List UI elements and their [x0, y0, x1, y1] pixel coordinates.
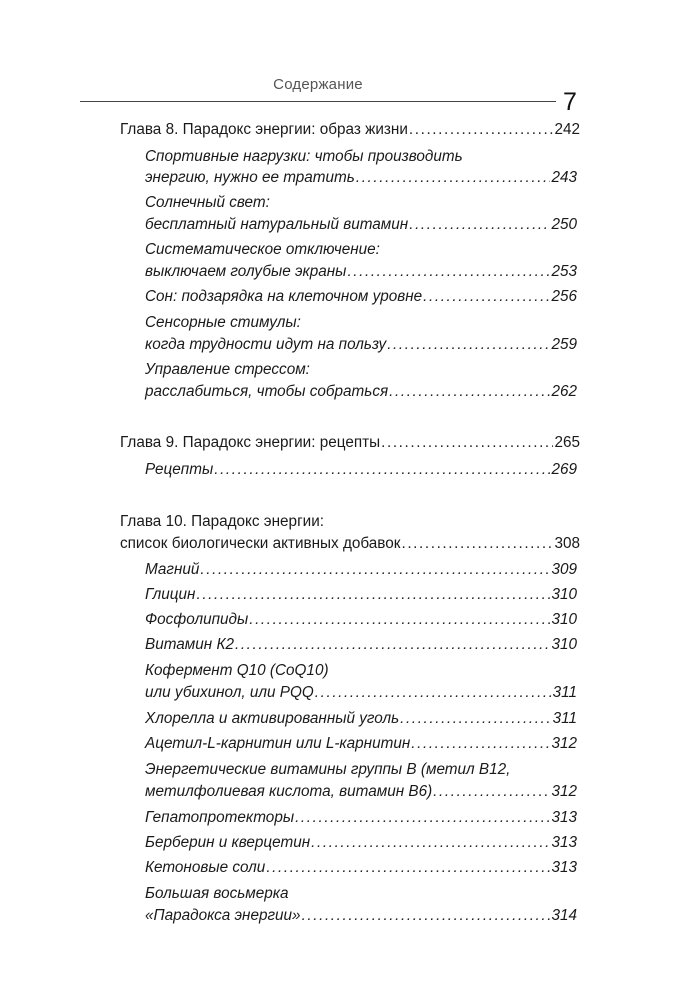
toc-entry-line: Большая восьмерка — [145, 885, 289, 902]
dot-leader — [235, 635, 550, 655]
toc-entry-title: Ацетил-L-карнитин или L-карнитин — [145, 735, 411, 752]
toc-chapter-title: Глава 8. Парадокс энергии: образ жизни — [120, 121, 408, 138]
toc-entry-title: Хлорелла и активированный уголь — [145, 710, 400, 727]
toc-page-number: 311 — [552, 684, 577, 701]
toc-entry-title: Кетоновые соли — [145, 859, 266, 876]
dot-leader — [411, 734, 550, 754]
toc-entry-title: Сон: подзарядка на клеточном уровне — [145, 288, 423, 305]
dot-leader — [266, 858, 550, 878]
toc-entry-title: Гепатопротекторы — [145, 809, 295, 826]
toc-entry-title: или убихинол, или PQQ — [145, 684, 314, 701]
toc-entry-line: Управление стрессом: — [145, 361, 310, 378]
toc-page-number: 313 — [551, 834, 577, 851]
toc-entry-title: Берберин и кверцетин — [145, 834, 311, 851]
dot-leader — [409, 120, 554, 140]
toc-page-number: 250 — [551, 216, 577, 233]
toc-entry-line: Солнечный свет: — [145, 194, 270, 211]
toc-entry[interactable] — [145, 808, 577, 828]
header-rule — [80, 101, 556, 102]
dot-leader — [295, 808, 550, 828]
dot-leader — [302, 906, 551, 926]
dot-leader — [315, 683, 552, 703]
toc-page-number: 312 — [551, 783, 577, 800]
toc-entry-title: выключаем голубые экраны — [145, 263, 347, 280]
toc-page-number: 262 — [551, 383, 577, 400]
toc-entry-title: Рецепты — [145, 461, 214, 478]
dot-leader — [409, 215, 550, 235]
toc-entry-title: Фосфолипиды — [145, 611, 249, 628]
toc-entry[interactable] — [145, 585, 577, 605]
toc-chapter-title: список биологически активных добавок — [120, 535, 401, 552]
toc-chapter-8[interactable] — [120, 120, 580, 140]
toc-entry[interactable] — [145, 734, 577, 754]
toc-entry[interactable] — [145, 683, 577, 703]
toc-entry-title: Витамин К2 — [145, 636, 234, 653]
toc-page-number: 256 — [551, 288, 577, 305]
toc-entry[interactable] — [145, 460, 577, 480]
toc-page-number: 309 — [551, 561, 577, 578]
toc-page-number: 310 — [551, 611, 577, 628]
toc-entry[interactable] — [145, 215, 577, 235]
toc-page-number: 310 — [551, 586, 577, 603]
toc-entry[interactable] — [145, 168, 577, 188]
toc-page-number: 313 — [551, 859, 577, 876]
toc-entry[interactable] — [145, 610, 577, 630]
toc-chapter-title-line: Глава 10. Парадокс энергии: — [120, 513, 324, 530]
toc-chapter-10[interactable] — [120, 534, 580, 554]
dot-leader — [433, 782, 550, 802]
toc-page-number: 265 — [554, 434, 580, 451]
toc-entry[interactable] — [145, 833, 577, 853]
dot-leader — [423, 287, 550, 307]
dot-leader — [401, 534, 553, 554]
toc-entry[interactable] — [145, 262, 577, 282]
dot-leader — [356, 168, 551, 188]
toc-entry[interactable] — [145, 858, 577, 878]
toc-entry-title: энергию, нужно ее тратить — [145, 169, 355, 186]
dot-leader — [400, 709, 551, 729]
page-number: 7 — [563, 88, 577, 116]
toc-page-number: 314 — [551, 907, 577, 924]
toc-entry[interactable] — [145, 382, 577, 402]
dot-leader — [381, 433, 553, 453]
toc-entry-title: Глицин — [145, 586, 196, 603]
dot-leader — [347, 262, 550, 282]
toc-page-number: 269 — [551, 461, 577, 478]
toc-entry[interactable] — [145, 709, 577, 729]
toc-entry-line: Спортивные нагрузки: чтобы производить — [145, 148, 463, 165]
dot-leader — [389, 382, 550, 402]
toc-entry-title: расслабиться, чтобы собраться — [145, 383, 389, 400]
dot-leader — [387, 335, 550, 355]
toc-page-number: 311 — [552, 710, 577, 727]
dot-leader — [249, 610, 550, 630]
toc-entry-title: «Парадокса энергии» — [145, 907, 301, 924]
toc-entry-line: Кофермент Q10 (CoQ10) — [145, 662, 329, 679]
toc-page-number: 310 — [551, 636, 577, 653]
toc-chapter-9[interactable] — [120, 433, 580, 453]
dot-leader — [311, 833, 550, 853]
toc-page-number: 312 — [551, 735, 577, 752]
toc-entry-title: когда трудности идут на пользу — [145, 336, 387, 353]
toc-page-number: 308 — [554, 535, 580, 552]
toc-entry-title: бесплатный натуральный витамин — [145, 216, 409, 233]
toc-entry-line: Систематическое отключение: — [145, 241, 380, 258]
toc-entry-title: метилфолиевая кислота, витамин В6) — [145, 783, 433, 800]
toc-chapter-title: Глава 9. Парадокс энергии: рецепты — [120, 434, 381, 451]
toc-entry[interactable] — [145, 335, 577, 355]
running-header-title: Содержание — [273, 76, 363, 93]
toc-page-number: 242 — [554, 121, 580, 138]
dot-leader — [214, 460, 550, 480]
dot-leader — [200, 560, 550, 580]
toc-entry-title: Магний — [145, 561, 200, 578]
toc-entry[interactable] — [145, 782, 577, 802]
toc-page-number: 253 — [551, 263, 577, 280]
toc-page-number: 313 — [551, 809, 577, 826]
toc-entry[interactable] — [145, 287, 577, 307]
toc-entry[interactable] — [145, 906, 577, 926]
toc-entry[interactable] — [145, 635, 577, 655]
toc-entry[interactable] — [145, 560, 577, 580]
dot-leader — [196, 585, 550, 605]
toc-entry-line: Энергетические витамины группы В (метил В12, — [145, 761, 511, 778]
toc-page-number: 243 — [551, 169, 577, 186]
toc-entry-line: Сенсорные стимулы: — [145, 314, 301, 331]
toc-page-number: 259 — [551, 336, 577, 353]
